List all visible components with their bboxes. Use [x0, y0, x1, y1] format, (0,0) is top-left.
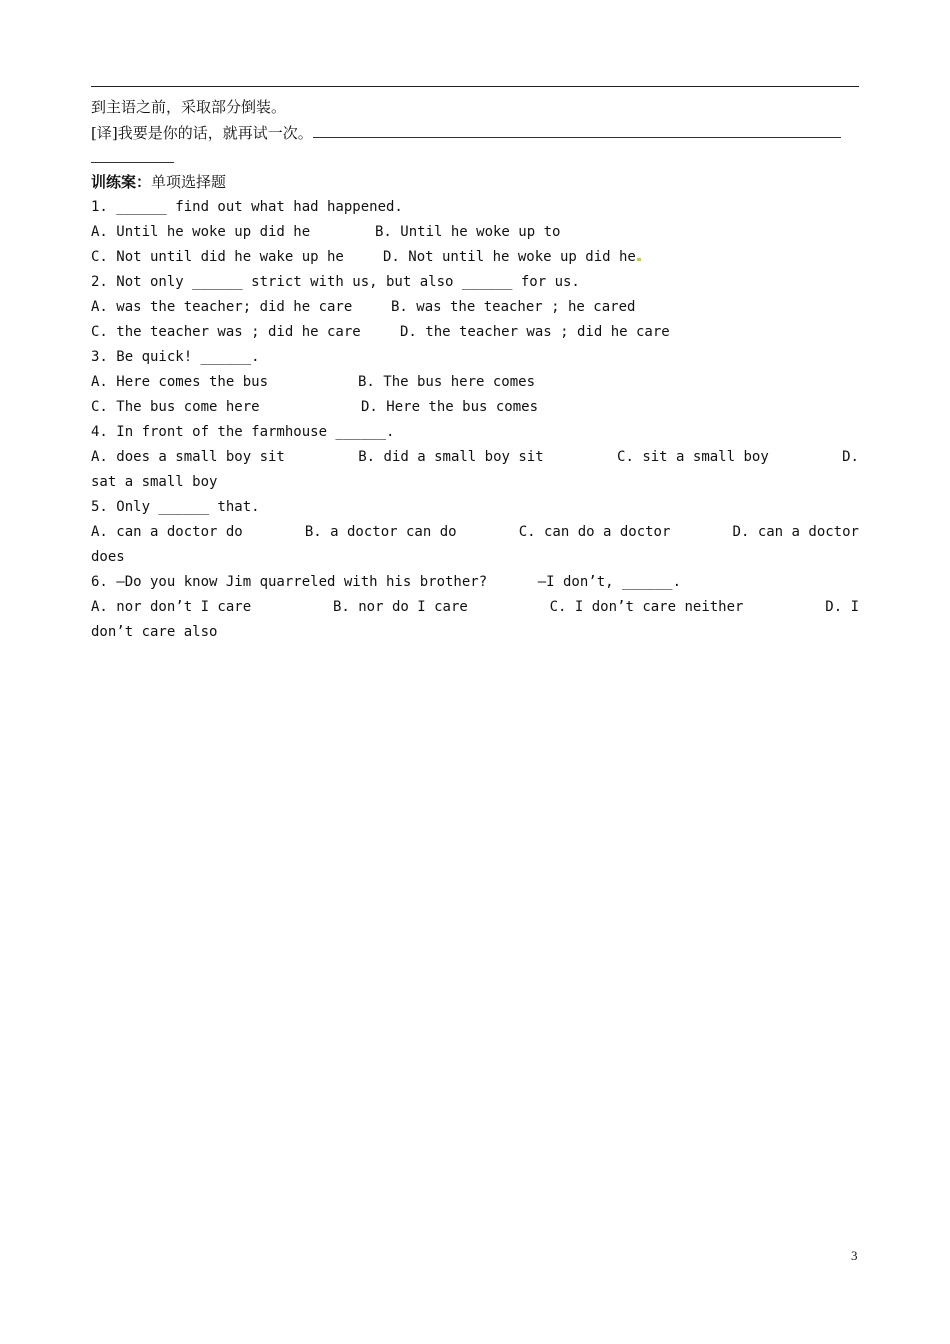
question-3-row-2 — [91, 398, 861, 416]
option-d: D. Here the bus comes — [361, 399, 539, 415]
option-c: C. The bus come here — [91, 399, 260, 415]
header-line-2 — [91, 123, 861, 142]
option-d: D. I — [825, 599, 859, 615]
option-d: D. Not until he woke up did he — [383, 248, 641, 266]
section-heading — [91, 173, 861, 191]
question-2-row-2 — [91, 323, 861, 341]
option-b: B. nor do I care — [332, 599, 468, 615]
option-c: C. sit a small boy — [617, 449, 769, 465]
question-3-stem: 3. Be quick! ______. — [91, 349, 260, 365]
question-2-row-1 — [91, 298, 861, 316]
question-5-tail: does — [91, 549, 125, 565]
question-6-options — [91, 598, 859, 616]
question-4-stem: 4. In front of the farmhouse ______. — [91, 424, 395, 440]
answer-blank-continued — [91, 148, 861, 168]
option-d: D. the teacher was ; did he care — [400, 324, 670, 340]
option-c: C. I don’t care neither — [549, 599, 744, 615]
question-4-options — [91, 448, 859, 466]
option-a: A. does a small boy sit — [91, 449, 285, 465]
option-a: A. was the teacher; did he care — [91, 299, 353, 315]
option-d: D. can a doctor — [732, 524, 859, 540]
header-rule — [91, 86, 859, 87]
question-2-stem: 2. Not only ______ strict with us, but also ______ for us. — [91, 274, 580, 290]
question-5-stem: 5. Only ______ that. — [91, 499, 260, 515]
option-a: A. nor don’t I care — [91, 599, 252, 615]
question-4-tail: sat a small boy — [91, 474, 218, 490]
page-number: 3 — [851, 1248, 858, 1263]
option-c: C. the teacher was ; did he care — [91, 324, 361, 340]
question-6-stem: 6. —Do you know Jim quarreled with his brother? —I don’t, ______. — [91, 574, 682, 590]
option-a: A. Here comes the bus — [91, 374, 269, 390]
question-5-options — [91, 523, 859, 541]
option-a: A. can a doctor do — [91, 524, 243, 540]
question-1-stem: 1. ______ find out what had happened. — [91, 199, 403, 215]
question-1-row-1 — [91, 223, 861, 241]
header-line-1: 到主语之前，采取部分倒装。 — [91, 98, 287, 116]
translation-text: [译]我要是你的话，就再试一次。 — [91, 124, 313, 142]
answer-blank-2 — [91, 148, 174, 163]
option-d: D. — [842, 449, 859, 465]
option-b: B. The bus here comes — [358, 374, 536, 390]
option-c: C. can do a doctor — [518, 524, 671, 540]
section-subtitle: 单项选择题 — [151, 173, 227, 191]
option-b: B. a doctor can do — [304, 524, 457, 540]
option-b: B. did a small boy sit — [358, 449, 544, 465]
question-6-tail: don’t care also — [91, 624, 218, 640]
option-b: B. was the teacher ; he cared — [391, 299, 636, 315]
answer-blank — [313, 123, 841, 138]
option-c: C. Not until did he wake up he — [91, 249, 344, 265]
question-1-row-2 — [91, 248, 861, 266]
question-3-row-1 — [91, 373, 861, 391]
option-b: B. Until he woke up to — [375, 224, 561, 240]
section-title: 训练案： — [91, 173, 152, 191]
option-a: A. Until he woke up did he — [91, 224, 311, 240]
